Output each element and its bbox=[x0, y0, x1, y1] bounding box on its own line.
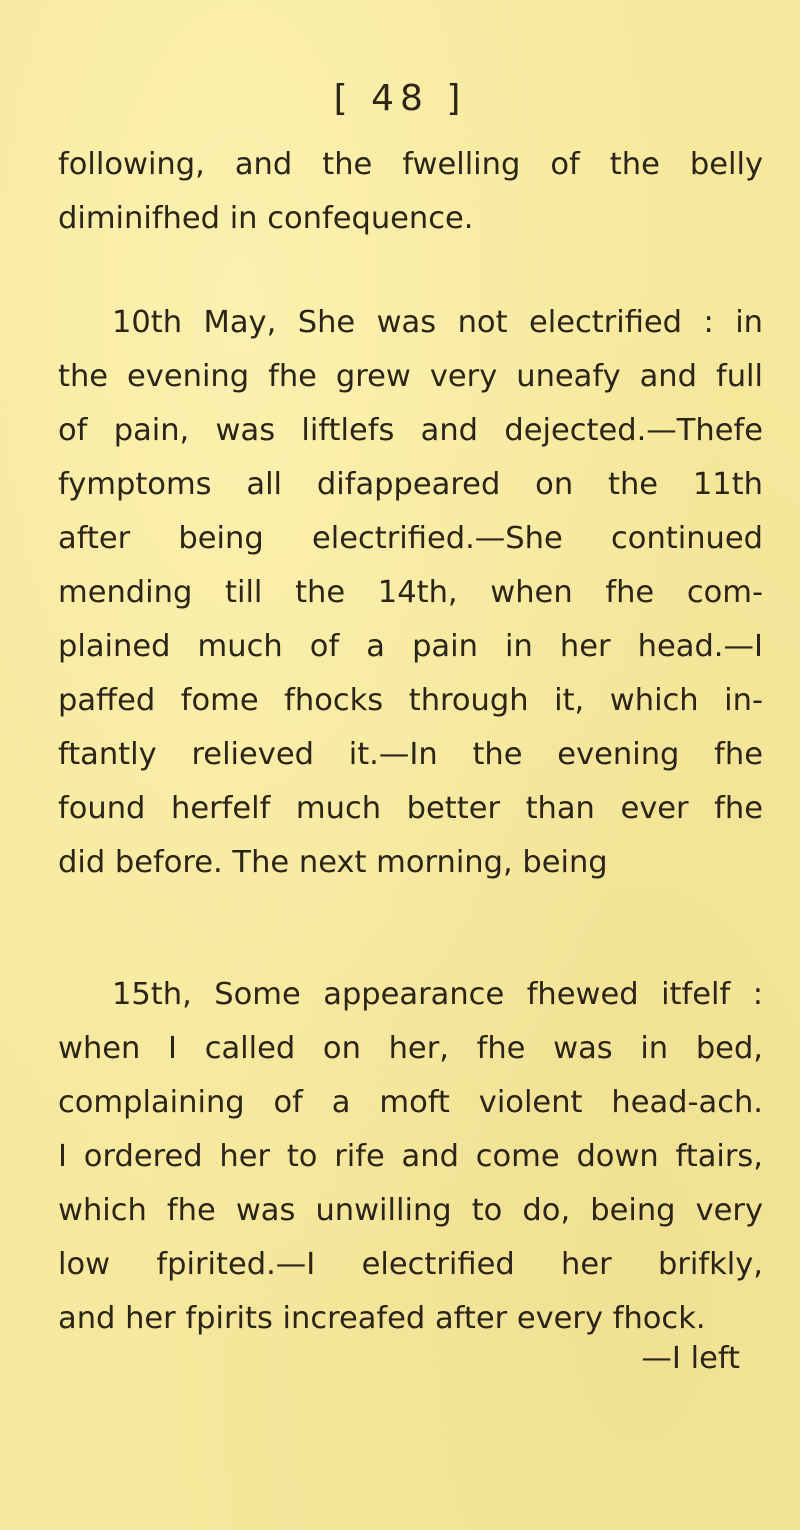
text-line: 10th May, She was not electrified : in bbox=[112, 305, 763, 340]
text-line: of pain, was liftlefs and dejected.—Thefe bbox=[58, 413, 763, 448]
text-line: did before. The next morning, being bbox=[58, 845, 608, 880]
text-line: following, and the fwelling of the belly bbox=[58, 147, 763, 182]
text-line: fymptoms all difappeared on the 11th bbox=[58, 467, 763, 502]
paragraph-3 bbox=[58, 968, 763, 1346]
paragraph-2 bbox=[58, 296, 763, 890]
text-line: mending till the 14th, when fhe com- bbox=[58, 575, 763, 610]
catchword: —I left bbox=[641, 1341, 740, 1376]
text-line: after being electrified.—She continued bbox=[58, 521, 763, 556]
text-line: 15th, Some appearance fhewed itfelf : bbox=[112, 977, 763, 1012]
text-line: I ordered her to rife and come down ftairs, bbox=[58, 1139, 763, 1174]
paragraph-1 bbox=[58, 138, 763, 246]
text-line: found herfelf much better than ever fhe bbox=[58, 791, 763, 826]
text-line: and her fpirits increafed after every fhock. bbox=[58, 1301, 706, 1336]
text-line: plained much of a pain in her head.—I bbox=[58, 629, 763, 664]
text-line: when I called on her, fhe was in bed, bbox=[58, 1031, 763, 1066]
text-line: paffed fome fhocks through it, which in- bbox=[58, 683, 763, 718]
text-line: low fpirited.—I electrified her brifkly, bbox=[58, 1247, 763, 1282]
text-line: ftantly relieved it.—In the evening fhe bbox=[58, 737, 763, 772]
text-line: the evening fhe grew very uneafy and full bbox=[58, 359, 763, 394]
text-line: which fhe was unwilling to do, being very bbox=[58, 1193, 763, 1228]
text-line: diminifhed in confequence. bbox=[58, 201, 474, 236]
text-line: complaining of a moft violent head-ach. bbox=[58, 1085, 763, 1120]
page-number: [ 48 ] bbox=[333, 78, 467, 119]
